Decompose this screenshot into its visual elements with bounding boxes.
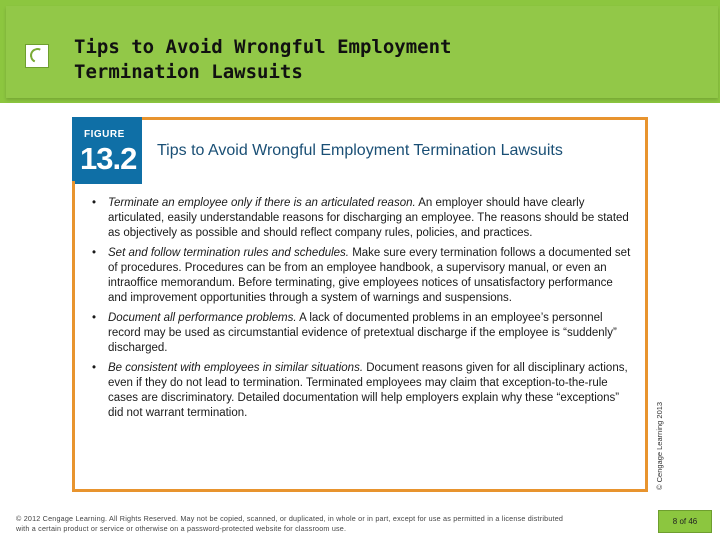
tip-lead: Set and follow termination rules and schedules. — [108, 247, 350, 259]
tip-item — [92, 311, 632, 356]
slide-title-line2: Termination Lawsuits — [74, 61, 303, 83]
tip-body: A lack of documented problems in an employee’s personnel record may be used as circumstantial evidence of pretextual discharge if the employee is “suddenly” discharged. — [108, 312, 617, 354]
tip-item — [92, 196, 632, 241]
figure-number: 13.2 — [80, 141, 137, 176]
slide-title — [74, 35, 674, 85]
bullet-icon: • — [92, 362, 97, 374]
figure-side-copyright: © Cengage Learning 2013 — [655, 401, 664, 490]
figure-label: FIGURE — [84, 129, 125, 140]
tips-list — [92, 196, 632, 426]
slide-title-line1: Tips to Avoid Wrongful Employment — [74, 36, 452, 58]
page-number-badge: 8 of 46 — [658, 510, 712, 533]
figure-tab — [72, 117, 142, 181]
tip-body: Document reasons given for all disciplinary actions, even if they do not lead to termination. Terminated employees may claim that exception-to-the-rule cases are discriminatory. Detailed documentation will help employers explain why these “exceptions” did not warrant termination. — [108, 362, 628, 419]
footer-copyright: © 2012 Cengage Learning. All Rights Reserved. May not be copied, scanned, or duplicated, in whole or in part, except for use as permitted in a license distributed with a certain product or service or otherwise on a password-protected website for classroom use. — [16, 514, 564, 533]
figure-top-border — [142, 117, 648, 120]
tip-lead: Terminate an employee only if there is an articulated reason. — [108, 197, 416, 209]
figure-title: Tips to Avoid Wrongful Employment Termination Lawsuits — [157, 142, 563, 159]
bullet-icon: • — [92, 247, 97, 259]
tip-lead: Document all performance problems. — [108, 312, 297, 324]
bullet-icon: • — [92, 197, 97, 209]
bullet-icon: • — [92, 312, 97, 324]
tip-lead: Be consistent with employees in similar situations. — [108, 362, 364, 374]
figure-right-border — [645, 117, 648, 181]
circle-swirl-icon — [25, 44, 49, 68]
tip-body: Make sure every termination follows a documented set of procedures. Procedures can be from an employee handbook, a supervisory manual, or even an intraoffice memorandum. Before terminating, give employees notices of unsatisfactory performance and improvement opportunities through a system of warnings and suspensions. — [108, 247, 631, 304]
tip-item — [92, 246, 632, 306]
tip-body: An employer should have clearly articulated, easily understandable reasons for discharging an employee. The reasons should be stated as objectively as possible and should reflect company rules, policies, and practices. — [108, 197, 629, 239]
tip-item — [92, 361, 632, 421]
